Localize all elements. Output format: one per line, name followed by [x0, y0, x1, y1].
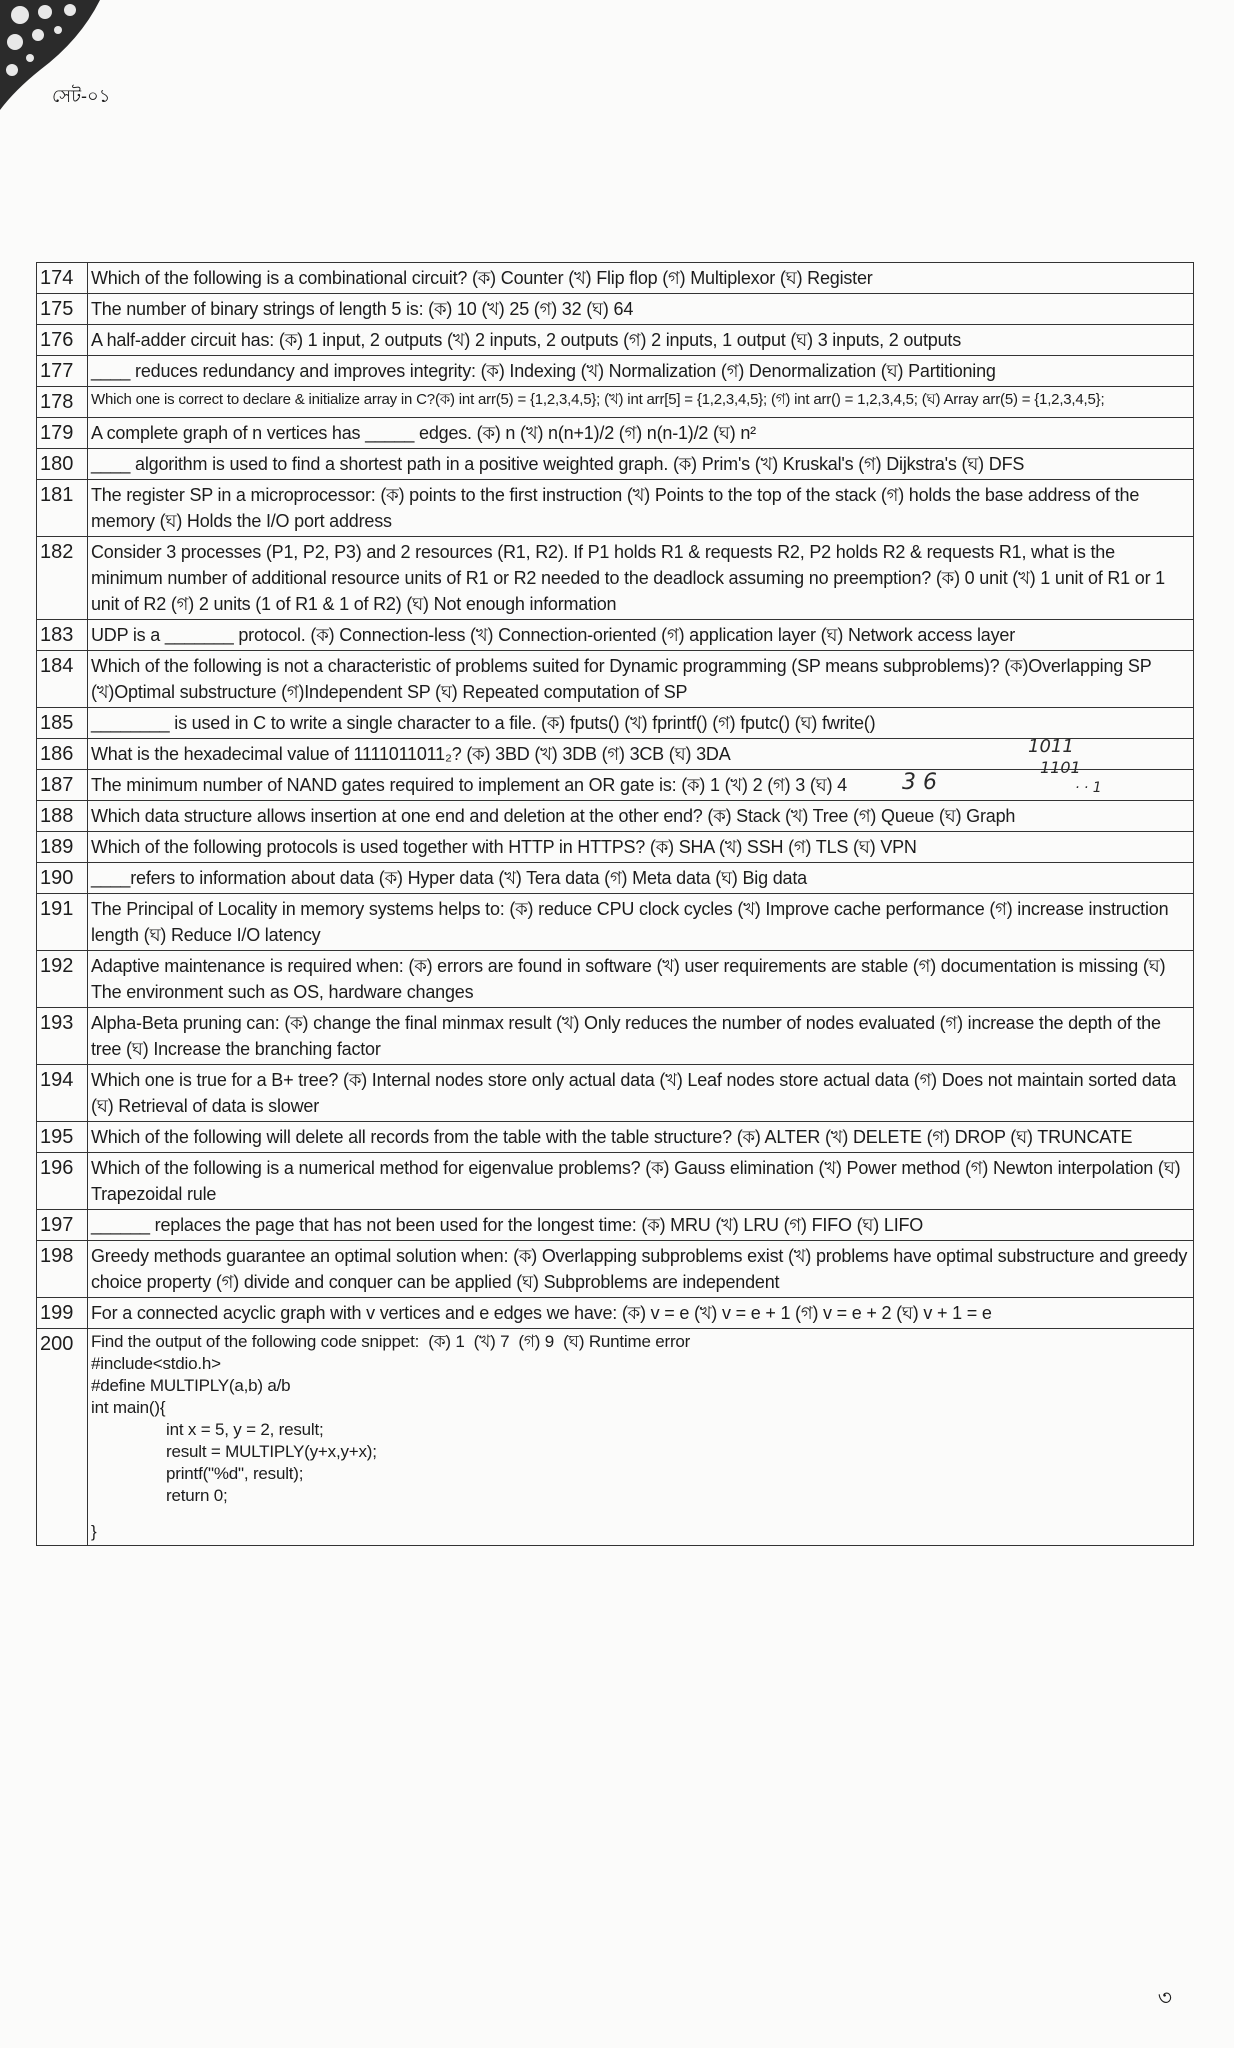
- question-number: 183: [37, 620, 88, 651]
- question-text: Which of the following will delete all records from the table with the table structure? (ক) ALTER (খ) DELETE (গ) DROP (ঘ) TRUNCATE: [88, 1122, 1194, 1153]
- code-line: #include<stdio.h>: [91, 1354, 221, 1373]
- question-number: 197: [37, 1210, 88, 1241]
- question-text: The number of binary strings of length 5 is: (ক) 10 (খ) 25 (গ) 32 (ঘ) 64: [88, 294, 1194, 325]
- question-row: [37, 1008, 1194, 1065]
- question-number: 184: [37, 651, 88, 708]
- question-text: UDP is a _______ protocol. (ক) Connection-less (খ) Connection-oriented (গ) application layer (ঘ) Network access layer: [88, 620, 1194, 651]
- question-number: 198: [37, 1241, 88, 1298]
- question-number: 181: [37, 480, 88, 537]
- question-number: 192: [37, 951, 88, 1008]
- question-number: 179: [37, 418, 88, 449]
- question-text: Which data structure allows insertion at one end and deletion at the other end? (ক) Stack (খ) Tree (গ) Queue (ঘ) Graph: [88, 801, 1194, 832]
- question-text: Which of the following is a combinational circuit? (ক) Counter (খ) Flip flop (গ) Multiplexor (ঘ) Register: [88, 263, 1194, 294]
- question-row: [37, 1298, 1194, 1329]
- question-number: 178: [37, 387, 88, 418]
- question-number: 200: [37, 1329, 88, 1546]
- code-question: [88, 1329, 1194, 1546]
- question-text: Which of the following protocols is used together with HTTP in HTTPS? (ক) SHA (খ) SSH (গ) TLS (ঘ) VPN: [88, 832, 1194, 863]
- question-text: ____ algorithm is used to find a shortest path in a positive weighted graph. (ক) Prim's (খ) Kruskal's (গ) Dijkstra's (ঘ) DFS: [88, 449, 1194, 480]
- handwritten-note: · · 1: [1075, 780, 1102, 796]
- code-line: return 0;: [166, 1486, 228, 1505]
- question-text: ____refers to information about data (ক) Hyper data (খ) Tera data (গ) Meta data (ঘ) Big data: [88, 863, 1194, 894]
- question-row: [37, 1210, 1194, 1241]
- question-text: A complete graph of n vertices has _____ edges. (ক) n (খ) n(n+1)/2 (গ) n(n-1)/2 (ঘ) n²: [88, 418, 1194, 449]
- question-row: [37, 863, 1194, 894]
- question-row: [37, 325, 1194, 356]
- question-row: [37, 1153, 1194, 1210]
- question-number: 185: [37, 708, 88, 739]
- question-number: 177: [37, 356, 88, 387]
- question-text: Alpha-Beta pruning can: (ক) change the final minmax result (খ) Only reduces the number of nodes evaluated (গ) increase the depth of the tree (ঘ) Increase the branching factor: [88, 1008, 1194, 1065]
- handwritten-note: 1101: [1040, 758, 1081, 777]
- question-text: ______ replaces the page that has not been used for the longest time: (ক) MRU (খ) LRU (গ) FIFO (ঘ) LIFO: [88, 1210, 1194, 1241]
- question-number: 191: [37, 894, 88, 951]
- code-line: printf("%d", result);: [166, 1464, 304, 1483]
- question-text: Adaptive maintenance is required when: (ক) errors are found in software (খ) user requirements are stable (গ) documentation is missing (ঘ) The environment such as OS, hardware changes: [88, 951, 1194, 1008]
- question-number: 180: [37, 449, 88, 480]
- code-line: int main(){: [91, 1398, 166, 1417]
- question-text: Consider 3 processes (P1, P2, P3) and 2 resources (R1, R2). If P1 holds R1 & requests R2, P2 holds R2 & requests R1, what is the minimum number of additional resource units of R1 or R2 needed to the deadlock assuming no preemption? (ক) 0 unit (খ) 1 unit of R1 or 1 unit of R2 (গ) 2 units (1 of R1 & 1 of R2) (ঘ) Not enough information: [88, 537, 1194, 620]
- question-row: [37, 651, 1194, 708]
- question-row: [37, 1241, 1194, 1298]
- question-row: [37, 449, 1194, 480]
- question-row: [37, 739, 1194, 770]
- question-row: [37, 951, 1194, 1008]
- question-text: The Principal of Locality in memory systems helps to: (ক) reduce CPU clock cycles (খ) Improve cache performance (গ) increase instruction length (ঘ) Reduce I/O latency: [88, 894, 1194, 951]
- question-number: 195: [37, 1122, 88, 1153]
- question-row: [37, 770, 1194, 801]
- question-text: The register SP in a microprocessor: (ক) points to the first instruction (খ) Points to the top of the stack (গ) holds the base address of the memory (ঘ) Holds the I/O port address: [88, 480, 1194, 537]
- question-row: [37, 480, 1194, 537]
- question-text: Find the output of the following code snippet: (ক) 1 (খ) 7 (গ) 9 (ঘ) Runtime error: [91, 1332, 691, 1351]
- question-text: For a connected acyclic graph with v vertices and e edges we have: (ক) v = e (খ) v = e + 1 (গ) v = e + 2 (ঘ) v + 1 = e: [88, 1298, 1194, 1329]
- question-number: 196: [37, 1153, 88, 1210]
- code-line: result = MULTIPLY(y+x,y+x);: [166, 1442, 377, 1461]
- question-row: [37, 263, 1194, 294]
- set-label: সেট-০১: [52, 86, 111, 106]
- question-number: 186: [37, 739, 88, 770]
- question-text: What is the hexadecimal value of 1111011011₂? (ক) 3BD (খ) 3DB (গ) 3CB (ঘ) 3DA: [88, 739, 1194, 770]
- question-number: 190: [37, 863, 88, 894]
- question-row: [37, 620, 1194, 651]
- question-number: 188: [37, 801, 88, 832]
- question-text: The minimum number of NAND gates required to implement an OR gate is: (ক) 1 (খ) 2 (গ) 3 (ঘ) 4: [88, 770, 1194, 801]
- question-number: 176: [37, 325, 88, 356]
- question-number: 182: [37, 537, 88, 620]
- question-text: ____ reduces redundancy and improves integrity: (ক) Indexing (খ) Normalization (গ) Denormalization (ঘ) Partitioning: [88, 356, 1194, 387]
- question-text: Which of the following is not a characteristic of problems suited for Dynamic programming (SP means subproblems)? (ক)Overlapping SP (খ)Optimal substructure (গ)Independent SP (ঘ) Repeated computation of SP: [88, 651, 1194, 708]
- question-row: [37, 832, 1194, 863]
- question-text: Greedy methods guarantee an optimal solution when: (ক) Overlapping subproblems exist (খ) problems have optimal substructure and greedy choice property (গ) divide and conquer can be applied (ঘ) Subproblems are independent: [88, 1241, 1194, 1298]
- question-number: 175: [37, 294, 88, 325]
- question-number: 174: [37, 263, 88, 294]
- question-row: [37, 1122, 1194, 1153]
- question-text: ________ is used in C to write a single character to a file. (ক) fputs() (খ) fprintf() (গ) fputc() (ঘ) fwrite(): [88, 708, 1194, 739]
- question-number: 189: [37, 832, 88, 863]
- question-row: [37, 708, 1194, 739]
- question-table: [36, 262, 1194, 1546]
- handwritten-note: 3 6: [902, 770, 937, 795]
- code-line: }: [91, 1522, 97, 1541]
- handwritten-note: 1011: [1028, 736, 1074, 757]
- question-row: [37, 537, 1194, 620]
- question-row: [37, 1329, 1194, 1546]
- code-line: int x = 5, y = 2, result;: [166, 1420, 324, 1439]
- code-line: #define MULTIPLY(a,b) a/b: [91, 1376, 291, 1395]
- question-row: [37, 387, 1194, 418]
- question-number: 194: [37, 1065, 88, 1122]
- question-number: 193: [37, 1008, 88, 1065]
- question-number: 199: [37, 1298, 88, 1329]
- question-number: 187: [37, 770, 88, 801]
- question-row: [37, 418, 1194, 449]
- question-row: [37, 356, 1194, 387]
- page-number: ৩: [1157, 1985, 1172, 2010]
- question-row: [37, 801, 1194, 832]
- question-text: A half-adder circuit has: (ক) 1 input, 2 outputs (খ) 2 inputs, 2 outputs (গ) 2 inputs, 1 output (ঘ) 3 inputs, 2 outputs: [88, 325, 1194, 356]
- question-row: [37, 1065, 1194, 1122]
- question-row: [37, 894, 1194, 951]
- question-text: Which of the following is a numerical method for eigenvalue problems? (ক) Gauss elimination (খ) Power method (গ) Newton interpolation (ঘ) Trapezoidal rule: [88, 1153, 1194, 1210]
- question-row: [37, 294, 1194, 325]
- question-text: Which one is correct to declare & initialize array in C?(ক) int arr(5) = {1,2,3,4,5}; (খ) int arr[5] = {1,2,3,4,5}; (গ) int arr() = 1,2,3,4,5; (ঘ) Array arr(5) = {1,2,3,4,5};: [88, 387, 1194, 418]
- question-text: Which one is true for a B+ tree? (ক) Internal nodes store only actual data (খ) Leaf nodes store actual data (গ) Does not maintain sorted data (ঘ) Retrieval of data is slower: [88, 1065, 1194, 1122]
